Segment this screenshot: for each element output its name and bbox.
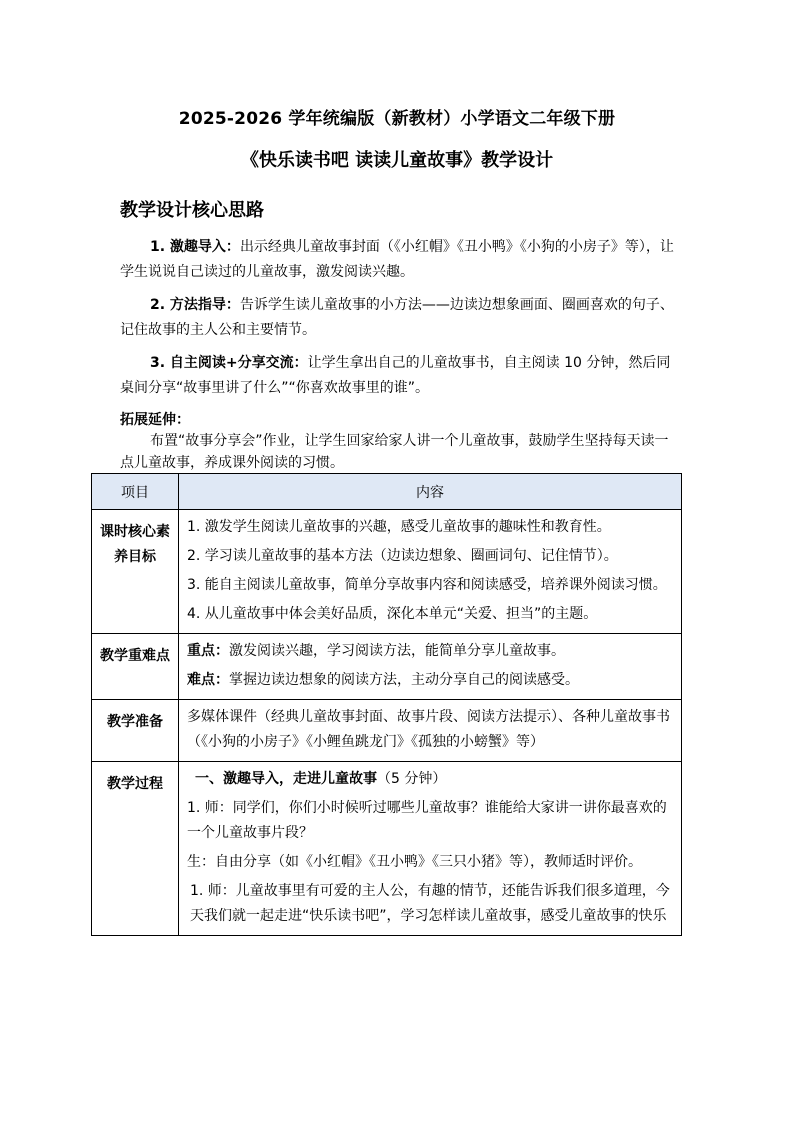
difficulty-text: 掌握边读边想象的阅读方法，主动分享自己的阅读感受。: [229, 672, 579, 688]
core-idea-item-3: [120, 351, 682, 401]
row-content-process: [179, 762, 682, 936]
preparation-text: 多媒体课件（经典儿童故事封面、故事片段、阅读方法提示）、各种儿童故事书（《小狗的小房子》《小鲤鱼跳龙门》《孤独的小螃蟹》等）: [187, 709, 670, 750]
process-step-title: 一、激趣导入，走进儿童故事: [195, 771, 377, 787]
goal-line: 2. 学习读儿童故事的基本方法（边读边想象、圈画词句、记住情节）。: [187, 548, 618, 564]
difficulty-label: 难点：: [187, 672, 229, 688]
goal-line: 4. 从儿童故事中体会美好品质，深化本单元“关爱、担当”的主题。: [187, 606, 598, 622]
core-idea-text: 出示经典儿童故事封面（《小红帽》《丑小鸭》《小狗的小房子》等），让学生说说自己读过的儿童故事，激发阅读兴趣。: [120, 239, 674, 280]
key-point-line: [187, 639, 675, 664]
key-point-text: 激发阅读兴趣，学习阅读方法，能简单分享儿童故事。: [229, 643, 565, 659]
table-row-preparation: [92, 700, 682, 762]
core-idea-text: 让学生拿出自己的儿童故事书，自主阅读 10 分钟，然后同桌间分享“故事里讲了什么”“你喜欢故事里的谁”。: [120, 355, 671, 396]
goal-line: 3. 能自主阅读儿童故事，简单分享故事内容和阅读感受，培养课外阅读习惯。: [187, 577, 667, 593]
core-idea-label: 2. 方法指导：: [150, 297, 240, 313]
header-content: 内容: [179, 474, 682, 510]
table-header-row: [92, 474, 682, 510]
row-label-process: 教学过程: [92, 762, 179, 936]
row-content-key-points: [179, 634, 682, 700]
row-label-key-points: 教学重难点: [92, 634, 179, 700]
lesson-plan-table: [91, 473, 682, 936]
table-row-goals: [92, 510, 682, 634]
extension-text: 布置“故事分享会”作业，让学生回家给家人讲一个儿童故事，鼓励学生坚持每天读一点儿童故事，养成课外阅读的习惯。: [120, 433, 669, 471]
process-line: 生：自由分享（如《小红帽》《丑小鸭》《三只小猪》等），教师适时评价。: [187, 854, 642, 870]
process-line: 1. 师：同学们，你们小时候听过哪些儿童故事？谁能给大家讲一讲你最喜欢的一个儿童故事片段？: [187, 800, 667, 841]
process-line: 1. 师：儿童故事里有可爱的主人公，有趣的情节，还能告诉我们很多道理，今天我们就一起走进“快乐读书吧”，学习怎样读儿童故事，感受儿童故事的快乐: [190, 883, 670, 924]
row-content-goals: [179, 510, 682, 634]
header-item: 项目: [92, 474, 179, 510]
core-idea-item-1: [120, 235, 682, 285]
row-label-preparation: 教学准备: [92, 700, 179, 762]
core-idea-label: 3. 自主阅读+分享交流：: [150, 355, 308, 371]
document-title-line1: 2025-2026 学年统编版（新教材）小学语文二年级下册: [178, 109, 616, 129]
table-row-key-points: [92, 634, 682, 700]
goal-line: 1. 激发学生阅读儿童故事的兴趣，感受儿童故事的趣味性和教育性。: [187, 519, 611, 535]
row-content-preparation: [179, 700, 682, 762]
core-idea-label: 1. 激趣导入：: [150, 239, 240, 255]
core-idea-text: 告诉学生读儿童故事的小方法——边读边想象画面、圈画喜欢的句子、记住故事的主人公和主要情节。: [120, 297, 674, 338]
document-title-line2: 《快乐读书吧 读读儿童故事》教学设计: [240, 150, 554, 171]
row-label-goals: 课时核心素养目标: [92, 510, 179, 634]
difficulty-line: [187, 668, 675, 693]
key-point-label: 重点：: [187, 643, 229, 659]
extension-title: 拓展延伸：: [120, 412, 190, 428]
table-row-process: [92, 762, 682, 936]
core-idea-item-2: [120, 293, 682, 343]
process-step-time: （5 分钟）: [377, 771, 447, 787]
process-step-heading: [187, 767, 675, 792]
section-heading-core-ideas: 教学设计核心思路: [120, 200, 264, 221]
